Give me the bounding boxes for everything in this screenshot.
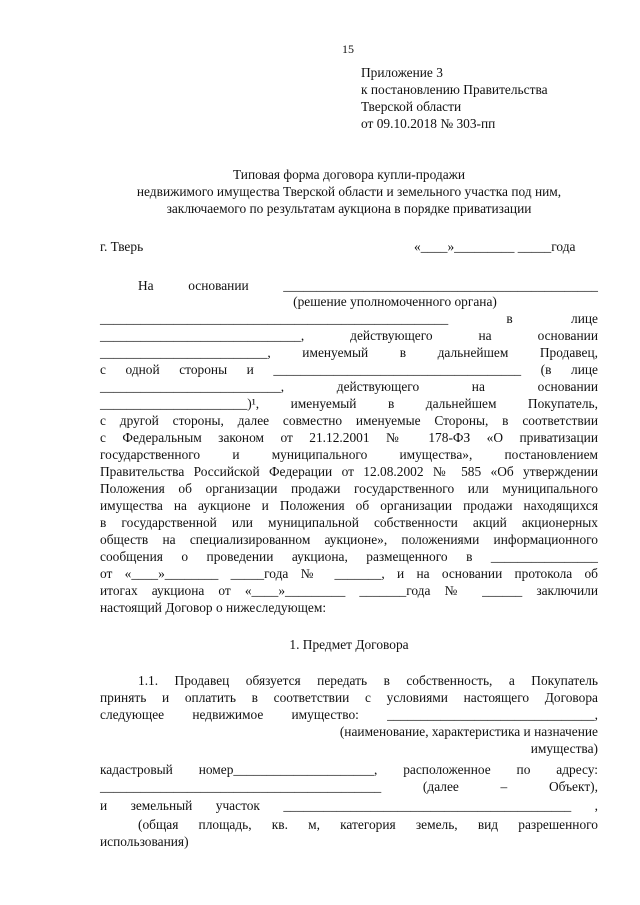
section-1-line-3: следующее недвижимое имущество: _______________________________, bbox=[100, 707, 598, 722]
preamble-line-4: ______________________________, действующего на основании bbox=[100, 328, 598, 343]
preamble-line-20: настоящий Договор о нижеследующем: bbox=[100, 600, 327, 615]
preamble-line-15: в государственной или муниципальной собственности акций акционерных bbox=[100, 515, 598, 530]
page-number: 15 bbox=[342, 42, 354, 56]
preamble-line-18: от «____»________ _____года № _______, и на основании протокола об bbox=[100, 566, 598, 581]
appendix-line-3: Тверской области bbox=[361, 99, 462, 114]
place: г. Тверь bbox=[100, 239, 144, 254]
section-1-caption-2: имущества) bbox=[530, 741, 598, 756]
preamble-line-7: ___________________________, действующего на основании bbox=[100, 379, 598, 394]
title-line-3: заключаемого по результатам аукциона в порядке приватизации bbox=[166, 201, 532, 216]
title-line-1: Типовая форма договора купли-продажи bbox=[232, 167, 466, 182]
appendix-line-2: к постановлению Правительства bbox=[361, 82, 548, 97]
title-line-2: недвижимого имущества Тверской области и земельного участка под ним, bbox=[136, 184, 562, 199]
preamble-line-11: государственного и муниципального имущества», постановлением bbox=[100, 447, 598, 462]
preamble-line-16: обществ на специализированном аукционе», положениями информационного bbox=[100, 532, 598, 547]
date-field: «____»_________ _____года bbox=[414, 239, 576, 254]
section-1-line-1: 1.1. Продавец обязуется передать в собственность, а Покупатель bbox=[138, 673, 598, 688]
section-1-caption-3: (общая площадь, кв. м, категория земель, вид разрешенного bbox=[138, 817, 598, 832]
preamble-caption: (решение уполномоченного органа) bbox=[293, 294, 497, 309]
preamble-line-10: с Федеральным законом от 21.12.2001 № 178-ФЗ «О приватизации bbox=[100, 430, 598, 445]
appendix-line-4: от 09.10.2018 № 303-пп bbox=[361, 116, 496, 131]
preamble-line-3: ____________________________________________________ в лице bbox=[100, 311, 598, 326]
preamble-line-13: Положения об организации продажи государственного или муниципального bbox=[100, 481, 598, 496]
appendix-line-1: Приложение 3 bbox=[361, 65, 443, 80]
preamble-line-6: с одной стороны и _____________________________________ (в лице bbox=[100, 362, 598, 377]
preamble-line-9: с другой стороны, далее совместно именуемые Стороны, в соответствии bbox=[100, 413, 598, 428]
section-1-caption-4: использования) bbox=[100, 834, 189, 849]
preamble-line-12: Правительства Российской Федерации от 12.08.2002 № 585 «Об утверждении bbox=[100, 464, 598, 479]
section-1-line-2: принять и оплатить в соответствии с условиями настоящего Договора bbox=[100, 690, 598, 705]
section-1-heading: 1. Предмет Договора bbox=[289, 637, 409, 652]
preamble-line-5: _________________________, именуемый в дальнейшем Продавец, bbox=[100, 345, 598, 360]
preamble-line-14: имущества на аукционе и Положения об организации продажи находящихся bbox=[100, 498, 598, 513]
section-1-line-8: и земельный участок ___________________________________________ , bbox=[100, 798, 598, 813]
section-1-line-6: кадастровый номер_____________________, расположенное по адресу: bbox=[100, 762, 598, 777]
section-1-line-7: __________________________________________ (далее – Объект), bbox=[100, 779, 598, 794]
preamble-line-8: ______________________)¹, именуемый в дальнейшем Покупатель, bbox=[100, 396, 598, 411]
preamble-line-19: итогах аукциона от «____»_________ _______года № ______ заключили bbox=[100, 583, 598, 598]
section-1-caption-1: (наименование, характеристика и назначение bbox=[339, 724, 598, 739]
preamble-line-1: На основании _______________________________________________ bbox=[138, 278, 598, 293]
preamble-line-17: сообщения о проведении аукциона, размещенного в ________________ bbox=[100, 549, 598, 564]
